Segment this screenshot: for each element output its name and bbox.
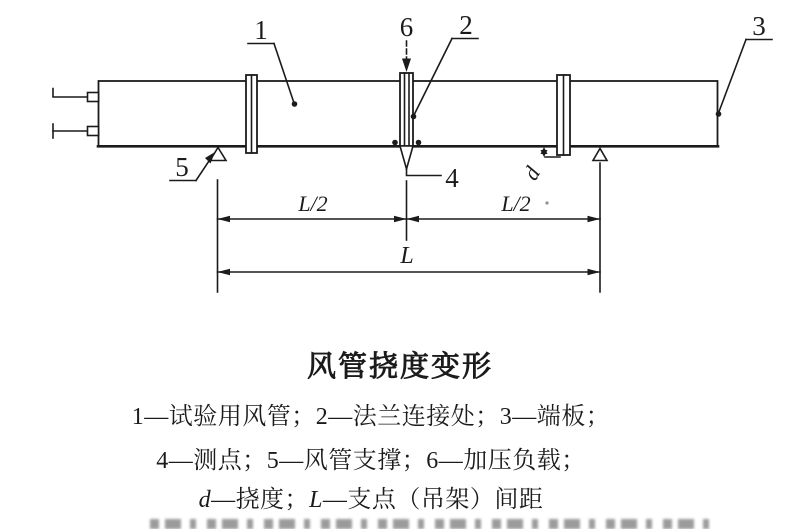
flange-right bbox=[557, 75, 570, 155]
half-span-dimension bbox=[218, 191, 601, 222]
down-arrowhead-icon bbox=[402, 59, 411, 73]
measuring-point-tip bbox=[400, 146, 441, 176]
callout-4-label: 4 bbox=[445, 163, 459, 193]
legend-d-text: —挠度； bbox=[211, 487, 310, 513]
deflection-dimension bbox=[518, 147, 560, 184]
legend-line-2: 4—测点；5—风管支撑；6—加压负载； bbox=[156, 448, 586, 474]
total-span-dimension bbox=[218, 243, 601, 275]
callout-5-label: 5 bbox=[175, 152, 189, 182]
callout-3 bbox=[716, 11, 772, 117]
callout-6-label: 6 bbox=[399, 12, 414, 42]
bolt-dot-left bbox=[392, 140, 398, 146]
legend-L-text: —支点（吊架）间距 bbox=[322, 487, 544, 513]
dim-label-half-right: L/2 bbox=[501, 191, 531, 216]
support-triangle-right bbox=[593, 149, 607, 161]
callout-4-leader bbox=[407, 169, 442, 176]
dim-label-half-left: L/2 bbox=[298, 191, 328, 216]
callout-1-label: 1 bbox=[254, 15, 268, 45]
deflection-dim-label: d bbox=[517, 162, 546, 185]
legend-line-3 bbox=[0, 479, 742, 514]
pressure-tap-stub-upper bbox=[53, 89, 99, 102]
load-arrow bbox=[400, 12, 414, 72]
callout-5 bbox=[170, 152, 215, 182]
bolt-dot-right bbox=[416, 140, 422, 146]
callout-2-label: 2 bbox=[459, 10, 473, 40]
legend-d-symbol: d bbox=[198, 487, 212, 513]
dim-label-total: L bbox=[400, 243, 414, 269]
legend-line-1: 1—试验用风管；2—法兰连接处；3—端板； bbox=[131, 404, 611, 430]
pressure-tap-stub-lower bbox=[53, 124, 99, 138]
cropped-text-strip bbox=[150, 519, 710, 529]
figure-title: 风管挠度变形 bbox=[306, 351, 493, 383]
callout-3-label: 3 bbox=[752, 11, 766, 41]
legend-L-symbol: L bbox=[309, 487, 323, 513]
flange-left bbox=[246, 75, 257, 153]
scan-speck bbox=[545, 201, 548, 204]
